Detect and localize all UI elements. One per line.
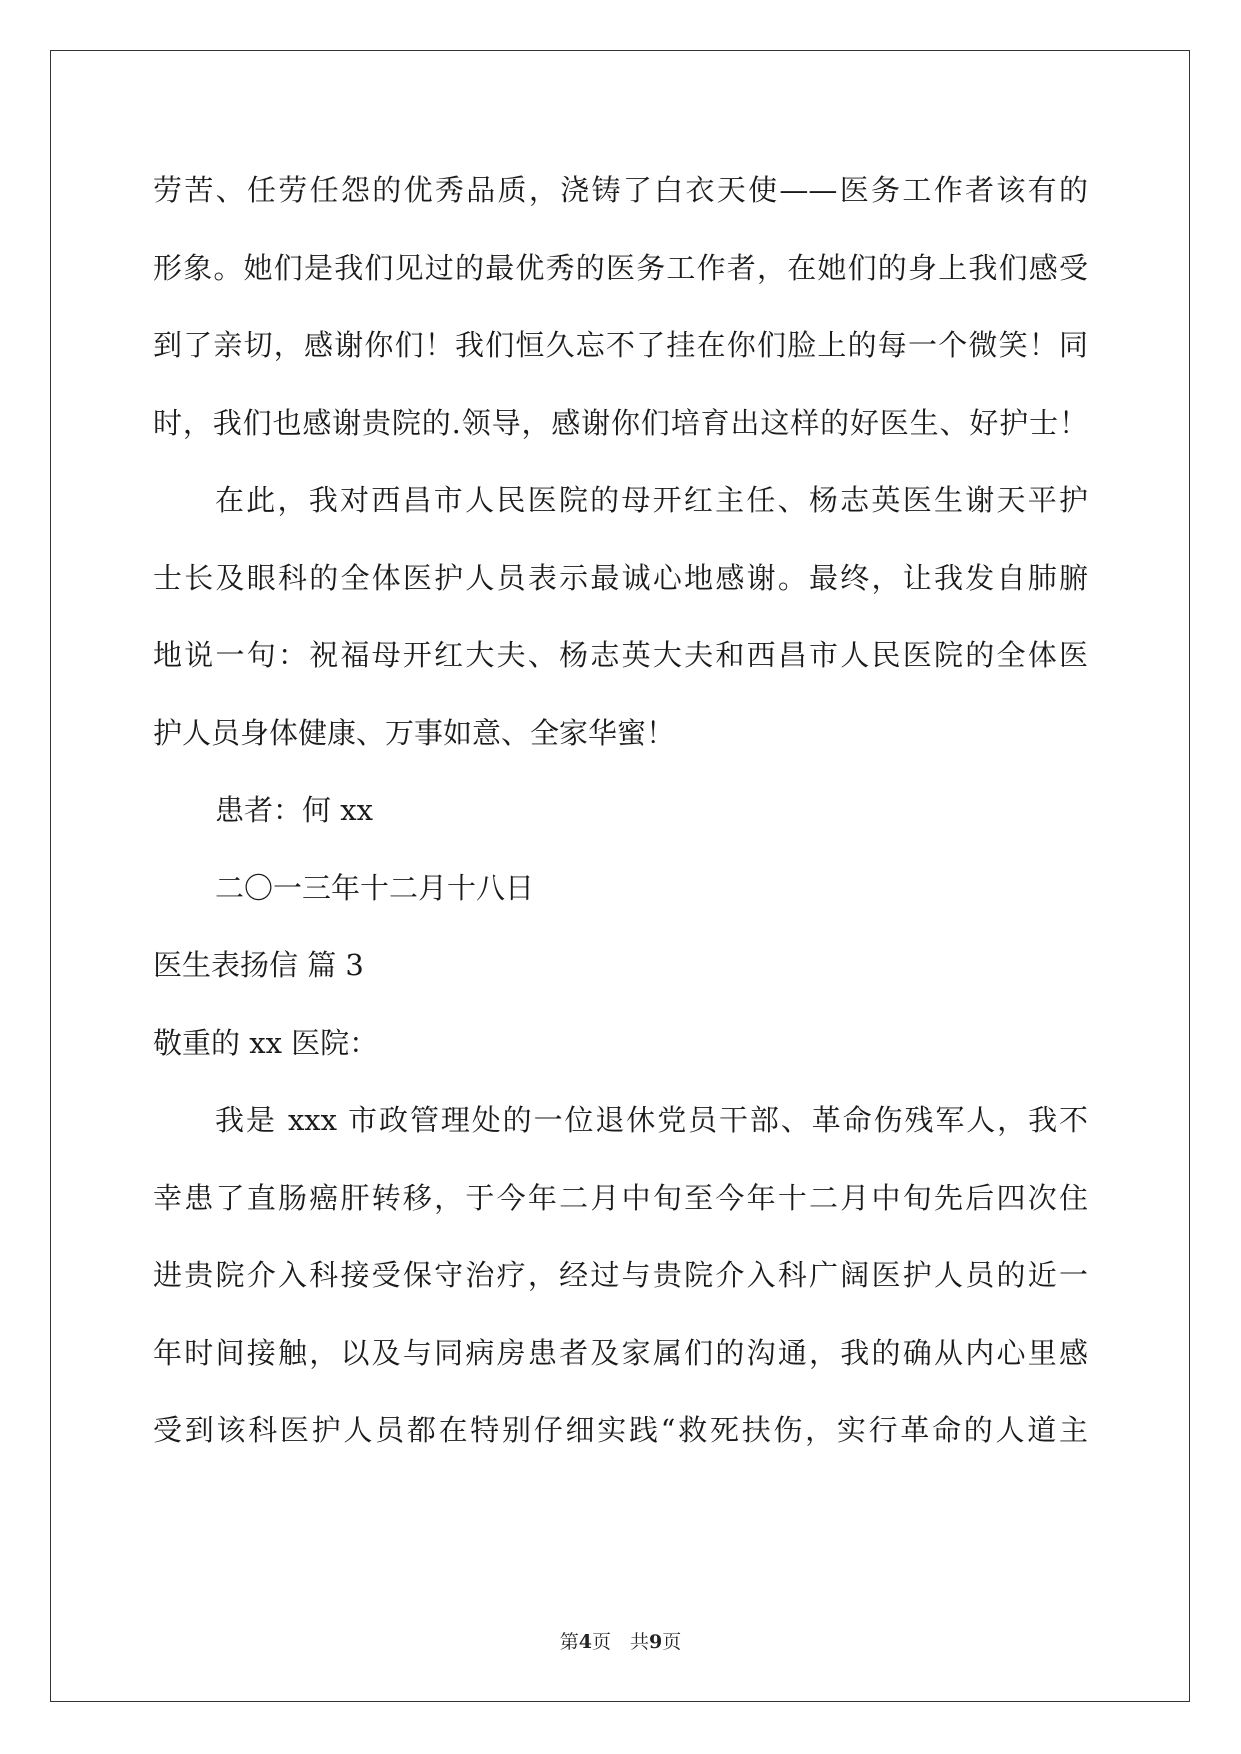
footer-prefix: 第 (559, 1631, 579, 1653)
page-number-footer (0, 1627, 1241, 1654)
text-line: 劳苦、任劳任怨的优秀品质，浇铸了白衣天使——医务工作者该有的 (153, 173, 1088, 207)
text-line: 地说一句：祝福母开红大夫、杨志英大夫和西昌市人民医院的全体医 (153, 638, 1088, 672)
text-line: 护人员身体健康、万事如意、全家华蜜！ (153, 715, 676, 750)
text-line: 进贵院介入科接受保守治疗，经过与贵院介入科广阔医护人员的近一 (153, 1258, 1088, 1292)
document-body (153, 161, 1088, 1479)
text-line: 士长及眼科的全体医护人员表示最诚心地感谢。最终，让我发自肺腑 (153, 560, 1088, 595)
total-page-number: 9 (649, 1631, 663, 1653)
current-page-number: 4 (578, 1631, 592, 1653)
text-line: 幸患了直肠癌肝转移，于今年二月中旬至今年十二月中旬先后四次住 (153, 1180, 1088, 1215)
text-line: 受到该科医护人员都在特别仔细实践“救死扶伤，实行革命的人道主 (153, 1413, 1088, 1447)
letter-date: 二〇一三年十二月十八日 (215, 870, 535, 905)
footer-suffix: 页 (662, 1631, 682, 1653)
text-line: 到了亲切，感谢你们！我们恒久忘不了挂在你们脸上的每一个微笑！同 (153, 328, 1088, 362)
text-line: 形象。她们是我们见过的最优秀的医务工作者，在她们的身上我们感受 (153, 250, 1088, 285)
text-line: 年时间接触，以及与同病房患者及家属们的沟通，我的确从内心里感 (153, 1335, 1088, 1370)
signature: 患者：何 xx (215, 793, 373, 827)
salutation: 敬重的 xx 医院： (153, 1025, 379, 1060)
text-line: 在此，我对西昌市人民医院的母开红主任、杨志英医生谢天平护 (215, 483, 1088, 517)
footer-middle: 页 共 (591, 1631, 649, 1653)
text-line: 我是 xxx 市政管理处的一位退休党员干部、革命伤残军人，我不 (215, 1103, 1088, 1137)
text-line: 时，我们也感谢贵院的.领导，感谢你们培育出这样的好医生、好护士！ (153, 405, 1088, 440)
section-title: 医生表扬信 篇 3 (153, 948, 364, 982)
